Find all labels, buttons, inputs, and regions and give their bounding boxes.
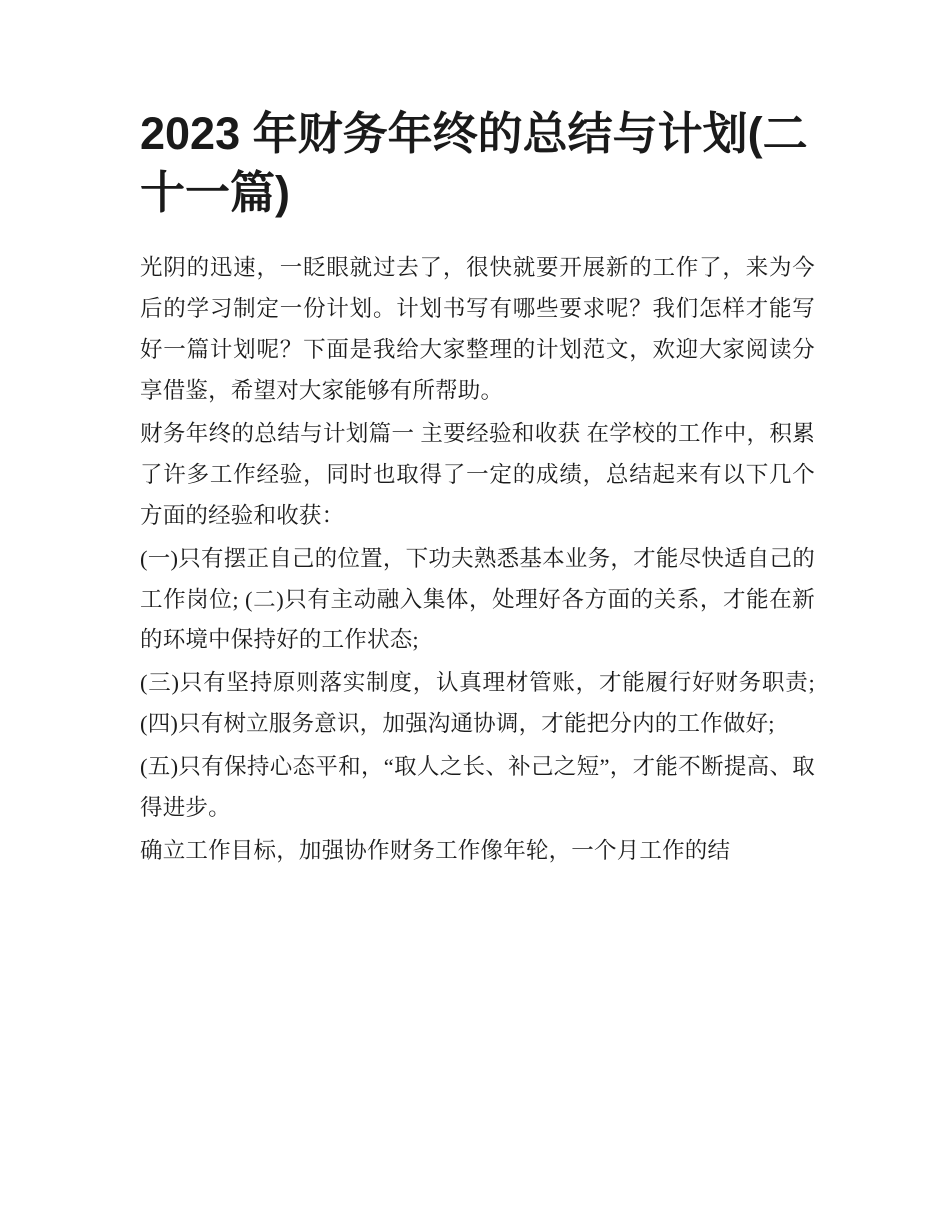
page-title: 2023 年财务年终的总结与计划(二十一篇) bbox=[140, 108, 808, 218]
paragraph-goals: 确立工作目标，加强协作财务工作像年轮，一个月工作的结 bbox=[140, 838, 731, 864]
paragraph-item-three-four: (三)只有坚持原则落实制度，认真理材管账，才能履行好财务职责;(四)只有树立服务意识，加强沟通协调，才能把分内的工作做好; bbox=[140, 670, 815, 737]
paragraph-item-five: (五)只有保持心态平和，“取人之长、补己之短”，才能不断提高、取得进步。 bbox=[140, 754, 815, 821]
paragraph-intro: 光阴的迅速，一眨眼就过去了，很快就要开展新的工作了，来为今后的学习制定一份计划。计划书写有哪些要求呢？我们怎样才能写好一篇计划呢？下面是我给大家整理的计划范文，欢迎大家阅读分享借鉴，希望对大家能够有所帮助。 bbox=[140, 255, 815, 403]
paragraph-item-one-two: (一)只有摆正自己的位置，下功夫熟悉基本业务，才能尽快适自己的工作岗位; (二)只有主动融入集体，处理好各方面的关系，才能在新的环境中保持好的工作状态; bbox=[140, 545, 815, 653]
paragraph-section-one: 财务年终的总结与计划篇一 主要经验和收获 在学校的工作中，积累了许多工作经验，同时也取得了一定的成绩，总结起来有以下几个方面的经验和收获： bbox=[140, 420, 815, 528]
